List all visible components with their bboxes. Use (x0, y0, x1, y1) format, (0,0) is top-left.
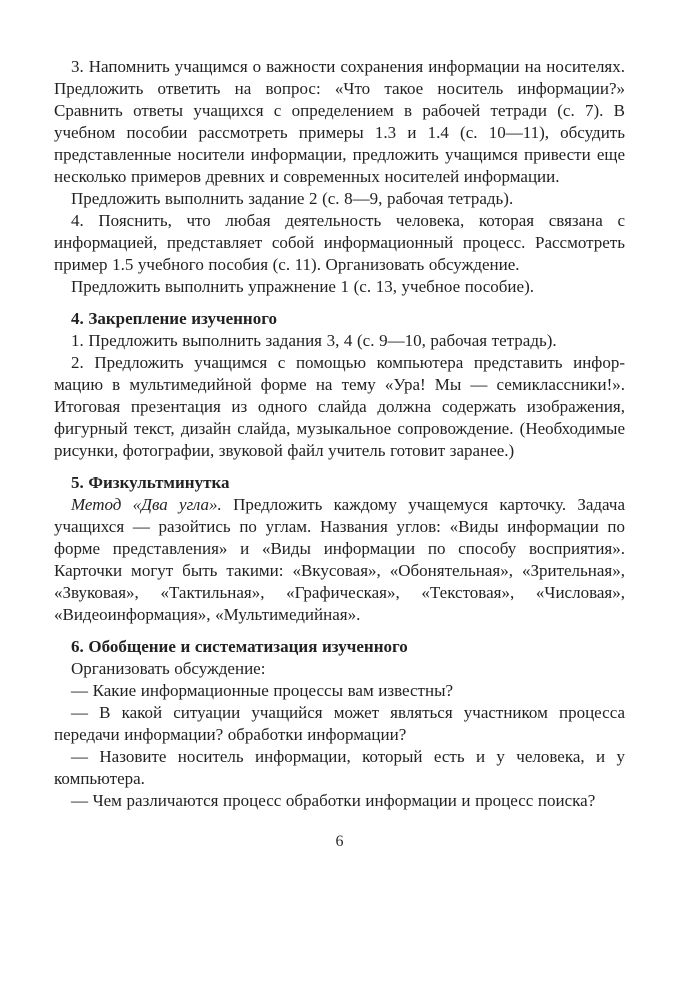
heading-section4-consolidation: 4. Закрепление изученного (71, 309, 277, 328)
paragraph-method-two-corners (54, 494, 625, 626)
paragraph-organize-discussion: Организовать обсуждение: (71, 659, 266, 678)
paragraph-question-carrier: — Назовите носитель информации, который есть и у человека, и у компьютера. (54, 747, 625, 788)
paragraph-step4-explain: 4. Пояснить, что любая деятельность человека, которая связана с информацией, представляет собой информационный процесс. Рассмотреть пример 1.5 учебного пособия (с. 11). Организовать обсуждение. (54, 211, 625, 274)
paragraph-exercise1: Предложить выполнить упражнение 1 (с. 13, учебное пособие). (71, 277, 534, 296)
heading-section6-generalization: 6. Обобщение и систематизация изученного (71, 637, 408, 656)
paragraph-question-situation: — В какой ситуации учащийся может являться участником процесса передачи информации? обработки информации? (54, 703, 625, 744)
paragraph-step3-reminder: 3. Напомнить учащимся о важности сохранения информации на носителях. Предложить ответить на вопрос: «Что такое носитель информации?» Сравнить ответы учащихся с определением в рабочей тетради (с. 7). В учебном пособии рассмотреть примеры 1.3 и 1.4 (с. 10—11), обсудить представленные носители информации, предложить учащимся привести еще несколько примеров древних и современных носителей информации. (54, 57, 625, 186)
paragraph-task2: Предложить выполнить задание 2 (с. 8—9, рабочая тетрадь). (71, 189, 514, 208)
heading-section5-physical-break: 5. Физкультминутка (71, 473, 230, 492)
method-description: Предложить каждому учащемуся карточку. Задача учащихся — разойтись по углам. Названия углов: «Виды информации по форме представления» и «Виды информации по способу восприятия». Карточки могут быть такими: «Вкусовая», «Обонятельная», «Зрительная», «Звуковая», «Тактильная», «Графическая», «Текстовая», «Числовая», «Видеоинформация», «Мультимедийная». (54, 495, 626, 624)
paragraph-question-processes: — Какие информационные процессы вам известны? (71, 681, 454, 700)
paragraph-tasks-3-4: 1. Предложить выполнить задания 3, 4 (с. 9—10, рабочая тетрадь). (71, 331, 557, 350)
page-number: 6 (335, 833, 344, 850)
method-name-italic: Метод «Два угла». (71, 495, 222, 514)
page-body-text (54, 56, 625, 812)
paragraph-multimedia-task: 2. Предложить учащимся с помощью компьютера представить информацию в мультимедийной форме на тему «Ура! Мы — семиклассники!». Итоговая презентация из одного слайда должна содержать изображения, фигурный текст, дизайн слайда, музыкальное сопровождение. (Необходимые рисунки, фотографии, звуковой файл учитель готовит заранее.) (54, 353, 625, 460)
paragraph-question-difference: — Чем различаются процесс обработки информации и процесс поиска? (71, 791, 596, 810)
